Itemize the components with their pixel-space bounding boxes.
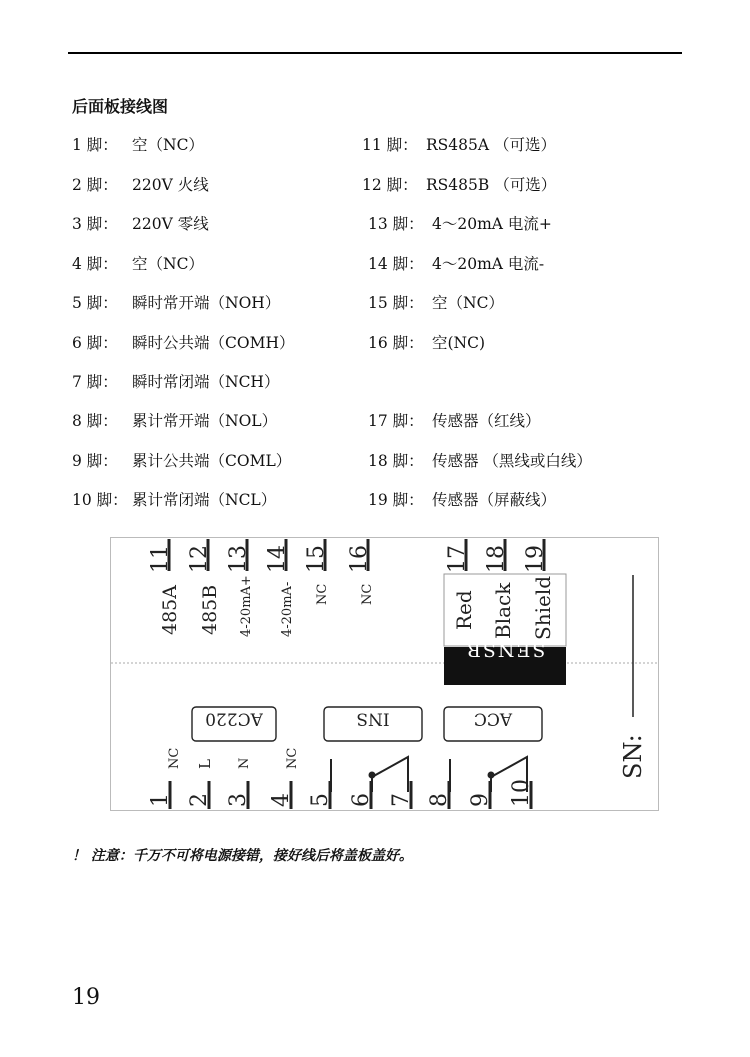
bottom-pin-8: 8	[427, 793, 452, 807]
pin-number: 13 脚：	[368, 215, 424, 233]
pin-description: 瞬时公共端（COMH）	[132, 334, 295, 352]
bottom-pin-1: 1	[148, 793, 173, 807]
top-pin-11: 11	[148, 545, 173, 573]
pin-number: 6 脚：	[72, 334, 118, 352]
sensor-red: Red	[452, 590, 476, 630]
bottom-pin-7: 7	[389, 793, 414, 807]
pin-number: 7 脚：	[72, 373, 118, 391]
pin-row-9	[72, 449, 291, 471]
pin-description: 传感器（红线）	[432, 412, 541, 430]
pin-description: 空(NC)	[432, 334, 486, 352]
pin-row-13	[368, 212, 552, 234]
top-pin-14: 14	[265, 545, 290, 573]
pin-description: 空（NC）	[132, 136, 204, 154]
label-nc-4: NC	[285, 747, 300, 769]
sensor-black: Black	[491, 582, 515, 639]
pin-description: 传感器（屏蔽线）	[432, 491, 557, 509]
pin-description: 220V 火线	[132, 176, 209, 194]
pin-row-17	[368, 409, 541, 431]
bottom-pin-5: 5	[308, 793, 333, 807]
top-pin-19: 19	[523, 545, 548, 573]
pin-number: 17 脚：	[368, 412, 424, 430]
pin-number: 19 脚：	[368, 491, 424, 509]
pin-row-3	[72, 212, 209, 234]
bottom-pin-2: 2	[187, 793, 212, 807]
top-pin-12: 12	[187, 545, 212, 573]
pin-number: 16 脚：	[368, 334, 424, 352]
page-number: 19	[72, 985, 100, 1010]
pin-number: 3 脚：	[72, 215, 118, 233]
pin-row-16	[368, 331, 485, 353]
pin-description: 瞬时常开端（NOH）	[132, 294, 281, 312]
pin-row-1	[72, 133, 204, 155]
header-rule	[68, 52, 682, 54]
pin-row-6	[72, 331, 294, 353]
bottom-pin-3: 3	[226, 793, 251, 807]
ac220-label: AC220	[205, 708, 263, 729]
pin-number: 9 脚：	[72, 452, 118, 470]
pin-number: 11 脚：	[362, 136, 418, 154]
pin-description: 传感器 （黑线或白线）	[432, 452, 592, 470]
label-4-20ma-minus: 4-20mA-	[280, 581, 295, 637]
top-pin-16: 16	[347, 545, 372, 573]
wiring-diagram	[110, 537, 659, 811]
pin-number: 1 脚：	[72, 136, 118, 154]
pin-description: 空（NC）	[132, 255, 204, 273]
pin-row-18	[368, 449, 592, 471]
pin-number: 12 脚：	[362, 176, 418, 194]
warning-note: ！ 注意：千万不可将电源接错，接好线后将盖板盖好。	[72, 848, 413, 864]
sensor-shield: Shield	[531, 575, 555, 640]
pin-number: 15 脚：	[368, 294, 424, 312]
bottom-pin-6: 6	[349, 793, 374, 807]
pin-description: 瞬时常闭端（NCH）	[132, 373, 280, 391]
label-l: L	[196, 759, 214, 769]
pin-row-19	[368, 488, 556, 510]
top-pin-15: 15	[304, 545, 329, 573]
pin-number: 8 脚：	[72, 412, 118, 430]
pin-row-7	[72, 370, 279, 392]
pin-number: 18 脚：	[368, 452, 424, 470]
pin-number: 10 脚：	[72, 491, 128, 509]
pin-number: 14 脚：	[368, 255, 424, 273]
pin-row-10	[72, 488, 276, 510]
pin-description: RS485B （可选）	[426, 176, 557, 194]
label-nc-15: NC	[315, 583, 330, 605]
bottom-pin-10: 10	[509, 779, 534, 807]
pin-row-8	[72, 409, 277, 431]
pin-description: 220V 零线	[132, 215, 209, 233]
pin-number: 4 脚：	[72, 255, 118, 273]
top-pin-17: 17	[445, 545, 470, 573]
pin-number: 5 脚：	[72, 294, 118, 312]
pin-row-15	[368, 291, 504, 313]
pin-description: 累计公共端（COML）	[132, 452, 292, 470]
label-4-20ma-plus: 4-20mA+	[239, 575, 254, 637]
bottom-pin-4: 4	[269, 793, 294, 807]
pin-description: 累计常闭端（NCL）	[132, 491, 277, 509]
label-485a: 485A	[159, 585, 181, 635]
label-485b: 485B	[199, 584, 221, 635]
label-nc-1: NC	[167, 747, 182, 769]
section-title: 后面板接线图	[72, 97, 169, 116]
pin-description: 累计常开端（NOL）	[132, 412, 278, 430]
bottom-pin-9: 9	[468, 793, 493, 807]
sn-label: SN:	[619, 734, 647, 779]
pin-row-11	[362, 133, 556, 155]
ins-label: INS	[356, 708, 390, 729]
pin-description: 4～20mA 电流-	[432, 255, 545, 273]
top-pin-18: 18	[484, 545, 509, 573]
acc-label: ACC	[473, 708, 513, 729]
pin-row-14	[368, 252, 544, 274]
pin-row-5	[72, 291, 280, 313]
pin-row-4	[72, 252, 204, 274]
label-n: N	[237, 757, 252, 769]
label-nc-16: NC	[360, 583, 375, 605]
pin-description: 4～20mA 电流+	[432, 215, 552, 233]
pin-row-2	[72, 173, 209, 195]
relay-contacts	[331, 757, 527, 792]
pin-description: 空（NC）	[432, 294, 504, 312]
sensr-label: SENSR	[464, 638, 546, 661]
pin-description: RS485A （可选）	[426, 136, 556, 154]
pin-number: 2 脚：	[72, 176, 118, 194]
pin-row-12	[362, 173, 556, 195]
top-pin-13: 13	[226, 545, 251, 573]
